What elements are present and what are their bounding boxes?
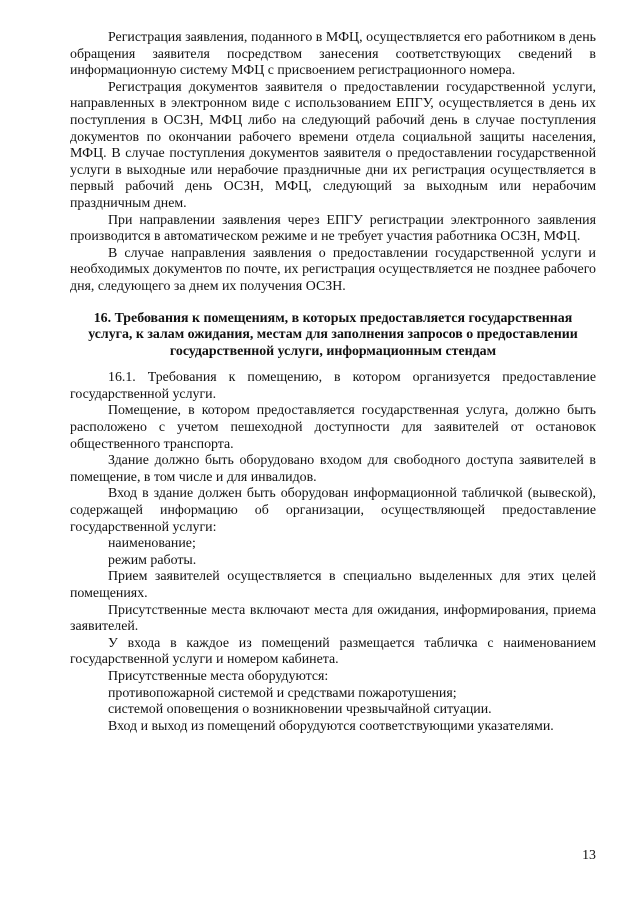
- list-item: режим работы.: [108, 552, 197, 568]
- paragraph-16-1: 16.1. Требования к помещению, в котором организуется предоставление государственной услуги.: [70, 370, 596, 402]
- paragraph-room-plate: У входа в каждое из помещений размещается табличка с наименованием государственной услуги и номером кабинета.: [70, 635, 596, 668]
- list-item: наименование;: [108, 536, 196, 552]
- paragraph-postal-registration: В случае направления заявления о предоставлении государственной услуги и необходимых документов по почте, их регистрация осуществляется не позднее рабочего дня, следующего за днем их получения ОСЗН.: [70, 245, 596, 294]
- list-item: противопожарной системой и средствами пожаротушения;: [108, 685, 457, 701]
- paragraph-equipped: Присутственные места оборудуются:: [108, 668, 329, 684]
- paragraph-epgu-automatic: При направлении заявления через ЕПГУ регистрации электронного заявления производится в автоматическом режиме и не требует участия работника ОСЗН, МФЦ.: [70, 212, 596, 245]
- paragraph-reception: Прием заявителей осуществляется в специально выделенных для этих целей помещениях.: [70, 569, 596, 601]
- paragraph-exits: Вход и выход из помещений оборудуются соответствующими указателями.: [108, 718, 554, 734]
- paragraph-room-location: Помещение, в котором предоставляется государственная услуга, должно быть расположено с учетом пешеходной доступности для заявителей от остановок общественного транспорта.: [70, 403, 596, 452]
- paragraph-building-access: Здание должно быть оборудовано входом для свободного доступа заявителей в помещение, в том числе и для инвалидов.: [70, 453, 596, 485]
- paragraph-electronic-registration: Регистрация документов заявителя о предоставлении государственной услуги, направленных в электронном виде с использованием ЕПГУ, осуществляется в день их поступления в ОСЗН, МФЦ либо на следующий рабочий день в случае поступления документов по окончании рабочего времени отдела социальной защиты населения, МФЦ. В случае поступления документов заявителя о предоставлении государственной услуги в выходные или нерабочие праздничные дни их регистрация осуществляется в первый рабочий день ОСЗН, МФЦ, следующий за выходным или нерабочим праздничным днем.: [70, 79, 596, 211]
- section-heading: 16. Требования к помещениям, в которых предоставляется государственная услуга, к залам ожидания, местам для заполнения запросов о предоставлении государственной услуги, информационным стендам: [88, 310, 578, 359]
- document-page: [70, 30, 596, 735]
- paragraph-presence-places: Присутственные места включают места для ожидания, информирования, приема заявителей.: [70, 602, 596, 635]
- paragraph-mfc-registration: Регистрация заявления, поданного в МФЦ, осуществляется его работником в день обращения заявителя посредством занесения соответствующих сведений в информационную систему МФЦ с присвоением регистрационного номера.: [70, 30, 596, 79]
- page-number: 13: [582, 848, 596, 863]
- paragraph-entrance-sign: Вход в здание должен быть оборудован информационной табличкой (вывеской), содержащей информацию об организации, осуществляющей предоставление государственной услуги:: [70, 486, 596, 535]
- list-item: системой оповещения о возникновении чрезвычайной ситуации.: [108, 702, 492, 718]
